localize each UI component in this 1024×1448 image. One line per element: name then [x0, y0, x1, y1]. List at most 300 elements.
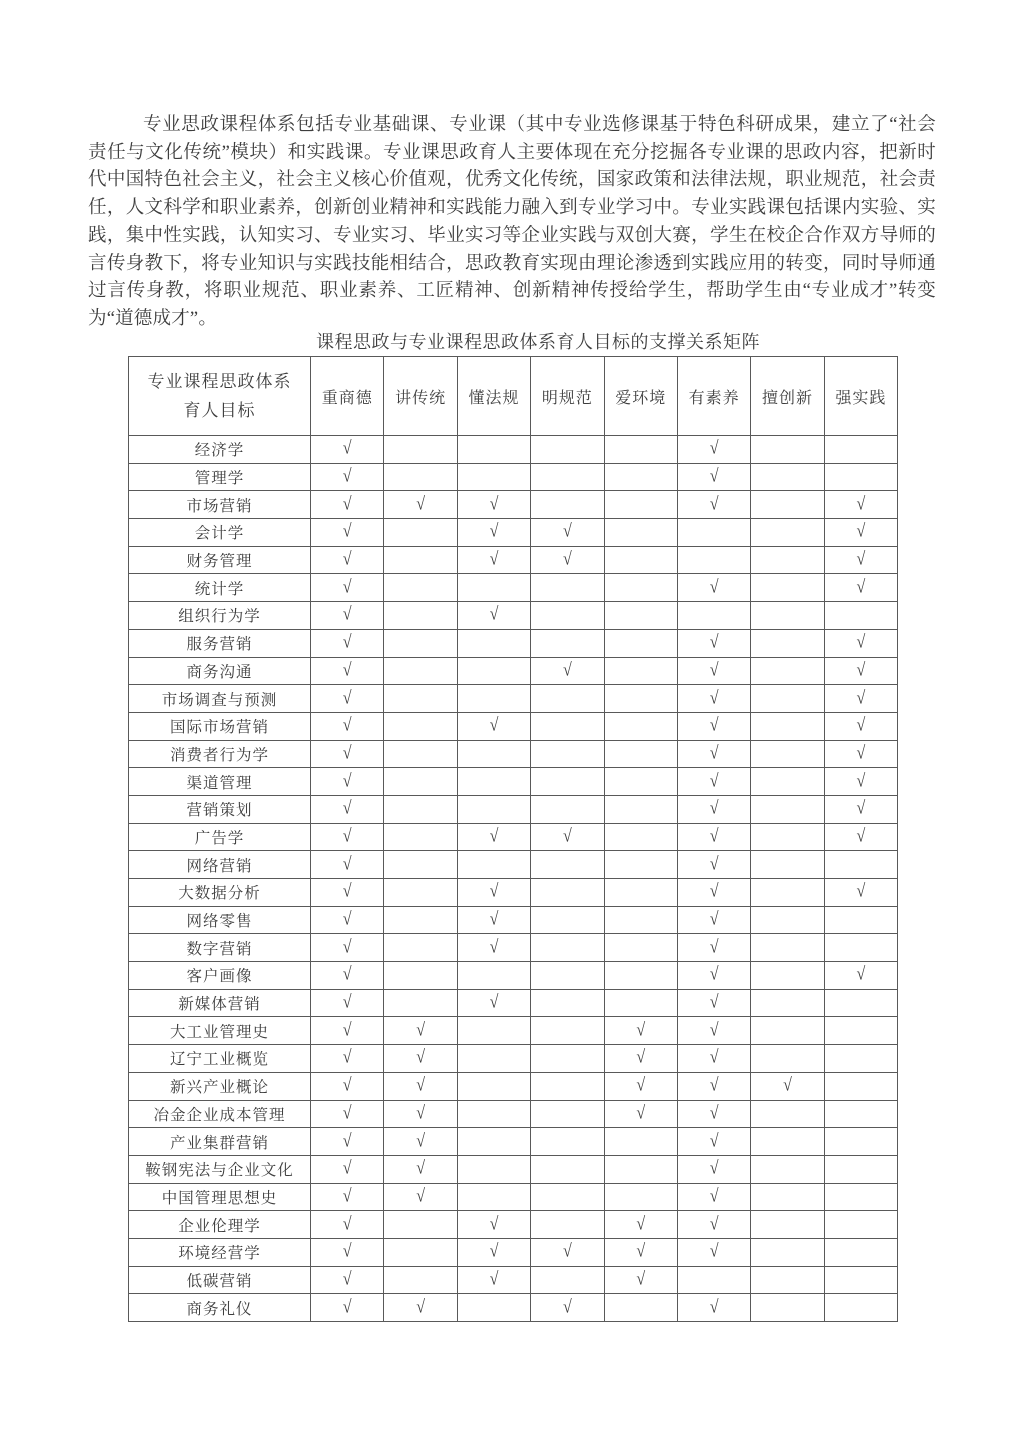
check-cell — [824, 546, 897, 574]
check-mark: √ — [342, 854, 352, 874]
check-cell — [311, 740, 384, 768]
check-mark: √ — [342, 549, 352, 570]
check-cell — [677, 740, 750, 768]
table-row — [129, 1100, 898, 1128]
check-mark: √ — [783, 1075, 792, 1096]
course-name-cell: 环境经营学 — [129, 1238, 311, 1266]
check-mark: √ — [709, 1297, 719, 1317]
check-mark: √ — [709, 909, 719, 930]
check-mark: √ — [709, 798, 719, 819]
course-name-cell: 低碳营销 — [129, 1266, 311, 1294]
empty-cell — [604, 602, 677, 630]
empty-cell — [531, 491, 604, 519]
empty-cell — [457, 962, 530, 990]
check-cell — [311, 1183, 384, 1211]
column-header-3: 懂法规 — [457, 357, 530, 436]
empty-cell — [604, 823, 677, 851]
check-cell — [311, 1211, 384, 1239]
empty-cell — [751, 602, 824, 630]
check-mark: √ — [856, 881, 866, 902]
check-mark: √ — [709, 715, 719, 736]
column-header-8: 强实践 — [824, 357, 897, 436]
table-row — [129, 962, 898, 990]
table-row — [129, 1128, 898, 1156]
check-mark: √ — [342, 937, 352, 957]
check-mark: √ — [342, 798, 352, 819]
empty-cell — [824, 851, 897, 879]
course-name-cell: 数字营销 — [129, 934, 311, 962]
check-mark: √ — [856, 688, 866, 708]
check-mark: √ — [636, 1020, 646, 1040]
check-cell — [677, 1183, 750, 1211]
empty-cell — [531, 685, 604, 713]
check-mark: √ — [416, 1186, 425, 1207]
check-mark: √ — [562, 660, 572, 681]
empty-cell — [751, 823, 824, 851]
check-mark: √ — [489, 522, 499, 542]
check-cell — [457, 546, 530, 574]
column-header-1: 重商德 — [311, 357, 384, 436]
check-cell — [824, 657, 897, 685]
check-cell — [457, 823, 530, 851]
check-cell — [384, 1072, 457, 1100]
check-cell — [604, 1100, 677, 1128]
check-mark: √ — [709, 1103, 719, 1124]
check-mark: √ — [489, 1241, 499, 1262]
table-row — [129, 1183, 898, 1211]
check-mark: √ — [416, 494, 425, 514]
check-cell — [311, 629, 384, 657]
check-cell — [677, 629, 750, 657]
empty-cell — [751, 519, 824, 547]
check-mark: √ — [709, 1020, 719, 1040]
corner-header-line2: 育人目标 — [183, 401, 256, 420]
table-row — [129, 768, 898, 796]
empty-cell — [531, 1017, 604, 1045]
course-name-cell: 服务营销 — [129, 629, 311, 657]
check-mark: √ — [342, 660, 352, 681]
check-mark: √ — [709, 1241, 719, 1262]
check-cell — [604, 1238, 677, 1266]
check-cell — [824, 962, 897, 990]
empty-cell — [604, 1128, 677, 1156]
empty-cell — [531, 906, 604, 934]
check-mark: √ — [856, 826, 866, 847]
check-cell — [824, 685, 897, 713]
check-cell — [604, 1017, 677, 1045]
empty-cell — [824, 1238, 897, 1266]
empty-cell — [751, 685, 824, 713]
check-mark: √ — [856, 577, 866, 597]
check-mark: √ — [342, 494, 352, 514]
check-cell — [311, 1100, 384, 1128]
check-cell — [677, 712, 750, 740]
empty-cell — [457, 629, 530, 657]
check-cell — [824, 879, 897, 907]
empty-cell — [531, 1100, 604, 1128]
table-row — [129, 546, 898, 574]
check-cell — [311, 1294, 384, 1322]
check-cell — [457, 879, 530, 907]
table-title: 课程思政与专业课程思政体系育人目标的支撑关系矩阵 — [316, 332, 760, 352]
empty-cell — [751, 1238, 824, 1266]
empty-cell — [531, 712, 604, 740]
empty-cell — [604, 989, 677, 1017]
check-cell — [311, 602, 384, 630]
check-mark: √ — [342, 965, 352, 985]
check-cell — [677, 1017, 750, 1045]
check-mark: √ — [342, 438, 352, 459]
empty-cell — [531, 795, 604, 823]
check-mark: √ — [416, 1075, 425, 1096]
empty-cell — [531, 1155, 604, 1183]
empty-cell — [604, 574, 677, 602]
check-cell — [311, 574, 384, 602]
header-row — [129, 357, 898, 436]
empty-cell — [384, 962, 457, 990]
check-cell — [677, 574, 750, 602]
check-mark: √ — [856, 771, 866, 791]
course-name-cell: 市场营销 — [129, 491, 311, 519]
check-mark: √ — [342, 1131, 352, 1151]
empty-cell — [384, 879, 457, 907]
check-cell — [311, 546, 384, 574]
check-cell — [457, 491, 530, 519]
column-header-7: 擅创新 — [751, 357, 824, 436]
empty-cell — [384, 740, 457, 768]
check-mark: √ — [562, 1297, 572, 1317]
check-cell — [677, 1128, 750, 1156]
corner-header — [129, 357, 311, 436]
check-mark: √ — [489, 549, 499, 570]
table-row — [129, 491, 898, 519]
check-cell — [311, 962, 384, 990]
empty-cell — [531, 768, 604, 796]
empty-cell — [824, 906, 897, 934]
check-mark: √ — [342, 1103, 352, 1124]
empty-cell — [824, 436, 897, 464]
check-mark: √ — [709, 965, 719, 985]
check-mark: √ — [709, 854, 719, 874]
empty-cell — [604, 491, 677, 519]
empty-cell — [384, 602, 457, 630]
check-mark: √ — [562, 549, 572, 570]
check-cell — [677, 436, 750, 464]
empty-cell — [604, 436, 677, 464]
check-mark: √ — [856, 660, 866, 681]
table-row — [129, 934, 898, 962]
check-mark: √ — [562, 826, 572, 847]
check-cell — [531, 519, 604, 547]
check-cell — [531, 546, 604, 574]
empty-cell — [824, 463, 897, 491]
empty-cell — [457, 463, 530, 491]
check-mark: √ — [489, 909, 499, 930]
check-cell — [824, 629, 897, 657]
check-cell — [531, 823, 604, 851]
check-mark: √ — [342, 743, 352, 764]
check-mark: √ — [342, 1297, 352, 1317]
empty-cell — [457, 795, 530, 823]
course-name-cell: 市场调查与预测 — [129, 685, 311, 713]
empty-cell — [384, 685, 457, 713]
empty-cell — [824, 1294, 897, 1322]
check-mark: √ — [709, 1158, 719, 1179]
check-mark: √ — [709, 1131, 719, 1151]
check-mark: √ — [709, 438, 719, 459]
check-cell — [531, 1238, 604, 1266]
column-header-6: 有素养 — [677, 357, 750, 436]
course-name-cell: 辽宁工业概览 — [129, 1045, 311, 1073]
check-mark: √ — [709, 494, 719, 514]
table-row — [129, 989, 898, 1017]
table-row — [129, 1294, 898, 1322]
check-cell — [677, 934, 750, 962]
check-cell — [311, 879, 384, 907]
check-mark: √ — [342, 577, 352, 597]
check-cell — [677, 768, 750, 796]
check-mark: √ — [342, 1269, 352, 1290]
empty-cell — [824, 1155, 897, 1183]
column-header-2: 讲传统 — [384, 357, 457, 436]
empty-cell — [751, 463, 824, 491]
check-cell — [677, 463, 750, 491]
check-mark: √ — [342, 1020, 352, 1040]
check-mark: √ — [856, 743, 866, 764]
check-cell — [457, 1211, 530, 1239]
check-cell — [677, 685, 750, 713]
course-name-cell: 企业伦理学 — [129, 1211, 311, 1239]
check-mark: √ — [342, 881, 352, 902]
empty-cell — [457, 1183, 530, 1211]
check-cell — [604, 1266, 677, 1294]
empty-cell — [751, 879, 824, 907]
course-name-cell: 国际市场营销 — [129, 712, 311, 740]
course-name-cell: 广告学 — [129, 823, 311, 851]
check-cell — [311, 795, 384, 823]
column-header-5: 爱环境 — [604, 357, 677, 436]
empty-cell — [457, 1045, 530, 1073]
course-name-cell: 商务沟通 — [129, 657, 311, 685]
check-mark: √ — [342, 826, 352, 847]
check-mark: √ — [856, 549, 866, 570]
empty-cell — [531, 879, 604, 907]
empty-cell — [384, 519, 457, 547]
check-mark: √ — [709, 881, 719, 902]
check-cell — [311, 768, 384, 796]
table-row — [129, 1238, 898, 1266]
empty-cell — [457, 657, 530, 685]
table-row — [129, 795, 898, 823]
check-cell — [824, 768, 897, 796]
empty-cell — [531, 574, 604, 602]
empty-cell — [677, 546, 750, 574]
check-mark: √ — [562, 1241, 572, 1262]
check-cell — [457, 712, 530, 740]
empty-cell — [531, 1266, 604, 1294]
check-mark: √ — [342, 1075, 352, 1096]
empty-cell — [751, 1266, 824, 1294]
check-cell — [677, 989, 750, 1017]
empty-cell — [751, 906, 824, 934]
check-cell — [311, 851, 384, 879]
empty-cell — [824, 1045, 897, 1073]
check-cell — [384, 1017, 457, 1045]
check-cell — [311, 1128, 384, 1156]
table-row — [129, 1045, 898, 1073]
empty-cell — [457, 685, 530, 713]
empty-cell — [824, 1100, 897, 1128]
empty-cell — [531, 962, 604, 990]
empty-cell — [604, 934, 677, 962]
support-matrix-table — [128, 356, 898, 1322]
table-row — [129, 519, 898, 547]
empty-cell — [677, 1266, 750, 1294]
check-cell — [677, 1211, 750, 1239]
check-mark: √ — [416, 1048, 425, 1068]
empty-cell — [604, 1294, 677, 1322]
empty-cell — [604, 906, 677, 934]
check-cell — [311, 823, 384, 851]
course-name-cell: 新兴产业概论 — [129, 1072, 311, 1100]
empty-cell — [824, 1128, 897, 1156]
check-mark: √ — [709, 688, 719, 708]
empty-cell — [457, 1294, 530, 1322]
check-mark: √ — [489, 826, 499, 847]
check-cell — [384, 1183, 457, 1211]
empty-cell — [384, 546, 457, 574]
check-cell — [677, 962, 750, 990]
check-cell — [311, 1155, 384, 1183]
check-mark: √ — [709, 771, 719, 791]
check-cell — [311, 1017, 384, 1045]
table-row — [129, 906, 898, 934]
empty-cell — [457, 1072, 530, 1100]
empty-cell — [531, 629, 604, 657]
empty-cell — [824, 1072, 897, 1100]
empty-cell — [384, 1238, 457, 1266]
check-mark: √ — [709, 743, 719, 764]
empty-cell — [751, 962, 824, 990]
table-row — [129, 740, 898, 768]
course-name-cell: 组织行为学 — [129, 602, 311, 630]
table-row — [129, 1266, 898, 1294]
empty-cell — [384, 851, 457, 879]
empty-cell — [531, 1128, 604, 1156]
empty-cell — [604, 740, 677, 768]
intro-paragraph: 专业思政课程体系包括专业基础课、专业课（其中专业选修课基于特色科研成果，建立了“社会责任与文化传统”模块）和实践课。专业课思政育人主要体现在充分挖掘各专业课的思政内容，把新时代中国特色社会主义，社会主义核心价值观，优秀文化传统，国家政策和法律法规，职业规范，社会责任，人文科学和职业素养，创新创业精神和实践能力融入到专业学习中。专业实践课包括课内实验、实践，集中性实践，认知实习、专业实习、毕业实习等企业实践与双创大赛，学生在校企合作双方导师的言传身教下，将专业知识与实践技能相结合，思政教育实现由理论渗透到实践应用的转变，同时导师通过言传身教，将职业规范、职业素养、工匠精神、创新精神传授给学生，帮助学生由“专业成才”转变为“道德成才”。 — [88, 115, 936, 329]
check-mark: √ — [856, 494, 866, 514]
empty-cell — [384, 712, 457, 740]
check-mark: √ — [416, 1103, 425, 1124]
empty-cell — [384, 657, 457, 685]
course-name-cell: 大工业管理史 — [129, 1017, 311, 1045]
empty-cell — [384, 1211, 457, 1239]
check-mark: √ — [709, 1075, 719, 1096]
check-mark: √ — [709, 1186, 719, 1207]
check-cell — [311, 1266, 384, 1294]
column-header-4: 明规范 — [531, 357, 604, 436]
course-name-cell: 冶金企业成本管理 — [129, 1100, 311, 1128]
check-cell — [604, 1045, 677, 1073]
check-cell — [311, 906, 384, 934]
empty-cell — [751, 1045, 824, 1073]
empty-cell — [384, 1266, 457, 1294]
check-mark: √ — [856, 965, 866, 985]
empty-cell — [531, 1211, 604, 1239]
table-row — [129, 574, 898, 602]
check-cell — [604, 1211, 677, 1239]
empty-cell — [531, 436, 604, 464]
table-row — [129, 1211, 898, 1239]
check-mark: √ — [489, 1214, 499, 1234]
check-cell — [531, 657, 604, 685]
empty-cell — [604, 657, 677, 685]
check-cell — [531, 1294, 604, 1322]
check-mark: √ — [489, 937, 499, 957]
course-name-cell: 营销策划 — [129, 795, 311, 823]
check-cell — [311, 934, 384, 962]
check-cell — [457, 1238, 530, 1266]
check-mark: √ — [342, 771, 352, 791]
check-mark: √ — [342, 605, 352, 625]
empty-cell — [824, 1017, 897, 1045]
empty-cell — [531, 1183, 604, 1211]
empty-cell — [824, 989, 897, 1017]
check-mark: √ — [342, 1241, 352, 1262]
check-mark: √ — [856, 522, 866, 542]
check-mark: √ — [342, 1186, 352, 1207]
check-cell — [384, 491, 457, 519]
empty-cell — [751, 1100, 824, 1128]
check-mark: √ — [709, 660, 719, 681]
empty-cell — [384, 436, 457, 464]
table-row — [129, 629, 898, 657]
check-mark: √ — [489, 1269, 499, 1290]
check-mark: √ — [416, 1297, 425, 1317]
empty-cell — [384, 906, 457, 934]
empty-cell — [604, 962, 677, 990]
check-mark: √ — [342, 992, 352, 1013]
empty-cell — [457, 1155, 530, 1183]
course-name-cell: 渠道管理 — [129, 768, 311, 796]
table-row — [129, 1017, 898, 1045]
check-mark: √ — [636, 1103, 646, 1124]
table-row — [129, 823, 898, 851]
empty-cell — [751, 436, 824, 464]
check-cell — [311, 989, 384, 1017]
empty-cell — [751, 712, 824, 740]
check-mark: √ — [856, 632, 866, 653]
check-cell — [384, 1045, 457, 1073]
check-mark: √ — [709, 632, 719, 653]
empty-cell — [824, 1266, 897, 1294]
course-name-cell: 网络零售 — [129, 906, 311, 934]
check-mark: √ — [856, 798, 866, 819]
empty-cell — [457, 768, 530, 796]
check-cell — [311, 657, 384, 685]
check-mark: √ — [489, 992, 499, 1013]
empty-cell — [604, 629, 677, 657]
check-cell — [311, 519, 384, 547]
check-mark: √ — [709, 577, 719, 597]
empty-cell — [751, 989, 824, 1017]
check-mark: √ — [342, 715, 352, 736]
course-name-cell: 产业集群营销 — [129, 1128, 311, 1156]
check-cell — [457, 602, 530, 630]
check-cell — [677, 906, 750, 934]
empty-cell — [457, 1128, 530, 1156]
